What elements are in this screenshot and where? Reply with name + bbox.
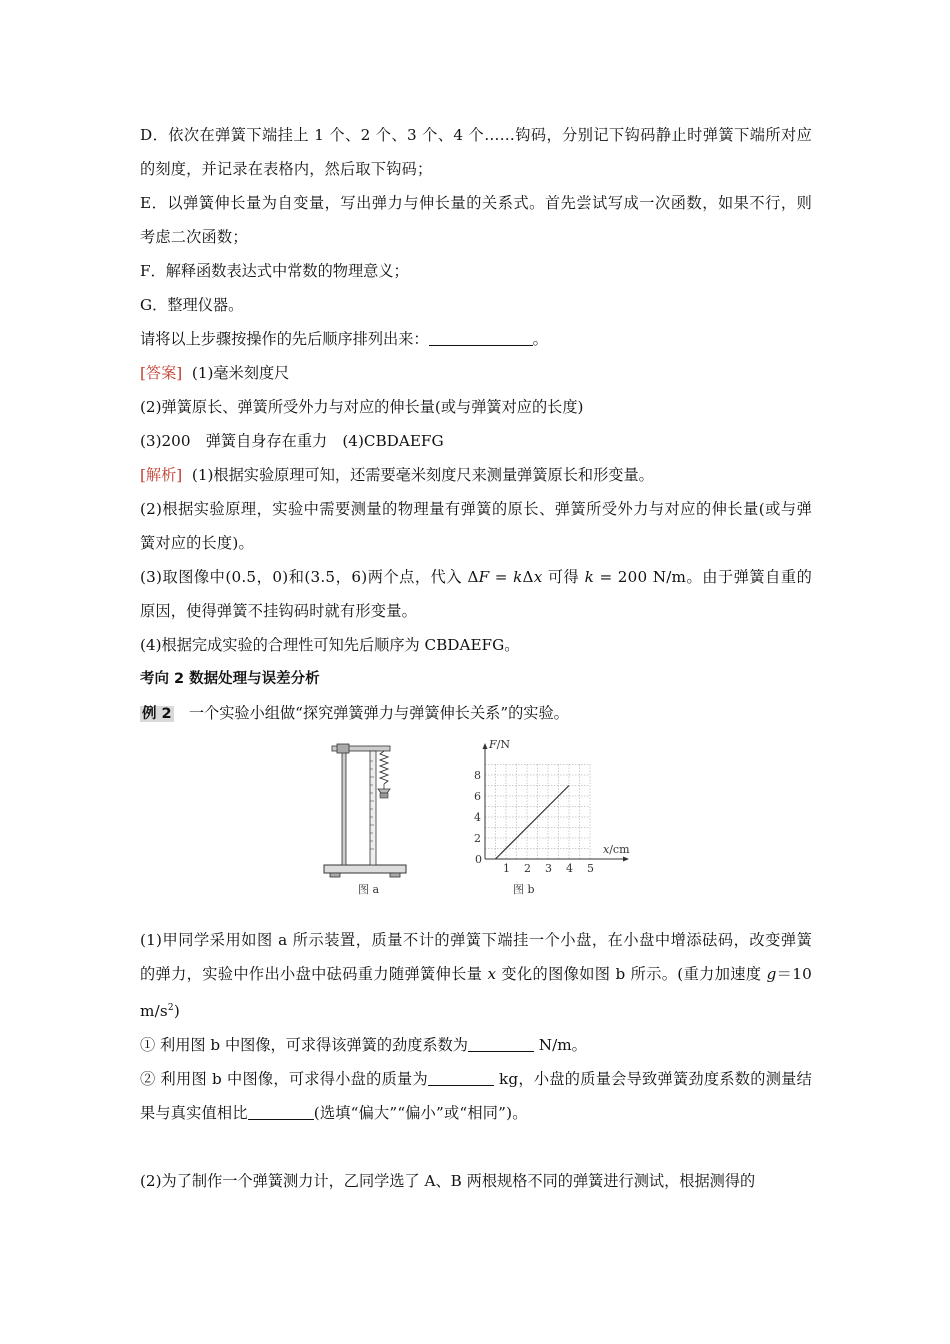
base-foot-left — [330, 873, 340, 877]
answer-line-2: (2)弹簧原长、弹簧所受外力与对应的伸长量(或与弹簧对应的长度) — [140, 398, 584, 416]
section-heading: 考向 2 数据处理与误差分析 — [140, 671, 320, 687]
answer-tag: [答案] — [140, 364, 183, 382]
analysis-line-1: [解析] (1)根据实验原理可知，还需要毫米刻度尺来测量弹簧原长和形变量。 — [140, 466, 654, 484]
step-g: G．整理仪器。 — [140, 296, 244, 314]
figure-a-apparatus — [322, 737, 412, 912]
caption-b: 图 b — [513, 883, 535, 896]
blank-pan-mass[interactable] — [428, 1070, 494, 1086]
clamp — [337, 744, 349, 753]
blank-comparison[interactable] — [248, 1104, 314, 1120]
analysis-line-2: (2)根据实验原理，实验中需要测量的物理量有弹簧的原长、弹簧所受外力与对应的伸长量(或与弹簧对应的长度)。 — [140, 500, 812, 552]
pan — [378, 789, 390, 793]
question-1: (1)甲同学采用如图 a 所示装置，质量不计的弹簧下端挂一个小盘，在小盘中增添砝码，改变弹簧的弹力，实验中作出小盘中砝码重力随弹簧伸长量 x 变化的图像如图 b 所示。(重力加速度 g＝10 $m/s^2$) — [140, 931, 812, 1021]
answer-line-3: (3)200 弹簧自身存在重力 (4)CBDAEFG — [140, 432, 444, 450]
question-1-2: ② 利用图 b 中图像，可求得小盘的质量为 kg，小盘的质量会导致弹簧劲度系数的测量结果与真实值相比 (选填“偏大”“偏小”或“相同”)。 — [140, 1070, 812, 1123]
step-e: E．以弹簧伸长量为自变量，写出弹力与伸长量的关系式。首先尝试写成一次函数，如果不行，则考虑二次函数； — [140, 194, 812, 246]
answer-line-1: [答案] (1)毫米刻度尺 — [140, 364, 290, 382]
x-axis-arrow — [623, 857, 629, 862]
y-axis-label: F/N — [489, 738, 510, 751]
analysis-line-4: (4)根据完成实验的合理性可知先后顺序为 CBDAEFG。 — [140, 636, 520, 654]
y-tick-label: 2 — [474, 832, 481, 845]
x-axis-label: x/cm — [603, 843, 630, 856]
order-prompt: 请将以上步骤按操作的先后顺序排列出来： 。 — [140, 330, 548, 348]
base-plate — [324, 865, 406, 873]
y-tick-label: 4 — [474, 811, 481, 824]
origin-label: 0 — [475, 853, 482, 866]
x-tick-label: 4 — [566, 862, 573, 875]
example-tag: 例 2 — [142, 706, 172, 722]
example-title: 例 2 一个实验小组做“探究弹簧弹力与弹簧伸长关系”的实验。 — [142, 704, 569, 722]
spacer — [140, 1130, 812, 1164]
step-d: D．依次在弹簧下端挂上 1 个、2 个、3 个、4 个……钩码，分别记下钩码静止时弹簧下端所对应的刻度，并记录在表格内，然后取下钩码； — [140, 126, 812, 178]
answer-blank[interactable] — [429, 330, 533, 346]
question-2: (2)为了制作一个弹簧测力计，乙同学选了 A、B 两根规格不同的弹簧进行测试，根据测得的 — [140, 1172, 756, 1191]
analysis-tag: [解析] — [140, 466, 183, 484]
x-tick-label: 1 — [503, 862, 510, 875]
figure-b-graph — [455, 737, 635, 912]
y-axis-arrow — [483, 743, 488, 749]
document-page — [140, 118, 812, 1198]
figures — [140, 737, 812, 917]
analysis-line-3: (3)取图像中(0.5，0)和(3.5，6)两个点，代入 ΔF = kΔx 可得 k = 200 N/m。由于弹簧自重的原因，使得弹簧不挂钩码时就有形变量。 — [140, 568, 812, 620]
x-tick-label: 2 — [524, 862, 531, 875]
weight — [380, 793, 388, 798]
x-tick-label: 3 — [545, 862, 552, 875]
step-f: F．解释函数表达式中常数的物理意义； — [140, 262, 409, 280]
question-1-1: ① 利用图 b 中图像，可求得该弹簧的劲度系数为 N/m。 — [140, 1036, 587, 1055]
spring — [380, 751, 388, 784]
ruler — [370, 751, 376, 865]
x-tick-label: 5 — [587, 862, 594, 875]
chart-grid — [485, 765, 590, 860]
y-tick-label: 8 — [474, 769, 481, 782]
y-tick-label: 6 — [474, 790, 481, 803]
series-line — [496, 786, 570, 860]
caption-a: 图 a — [358, 883, 380, 896]
blank-spring-constant[interactable] — [468, 1036, 534, 1052]
base-foot-right — [390, 873, 400, 877]
stand-rod — [342, 745, 346, 865]
